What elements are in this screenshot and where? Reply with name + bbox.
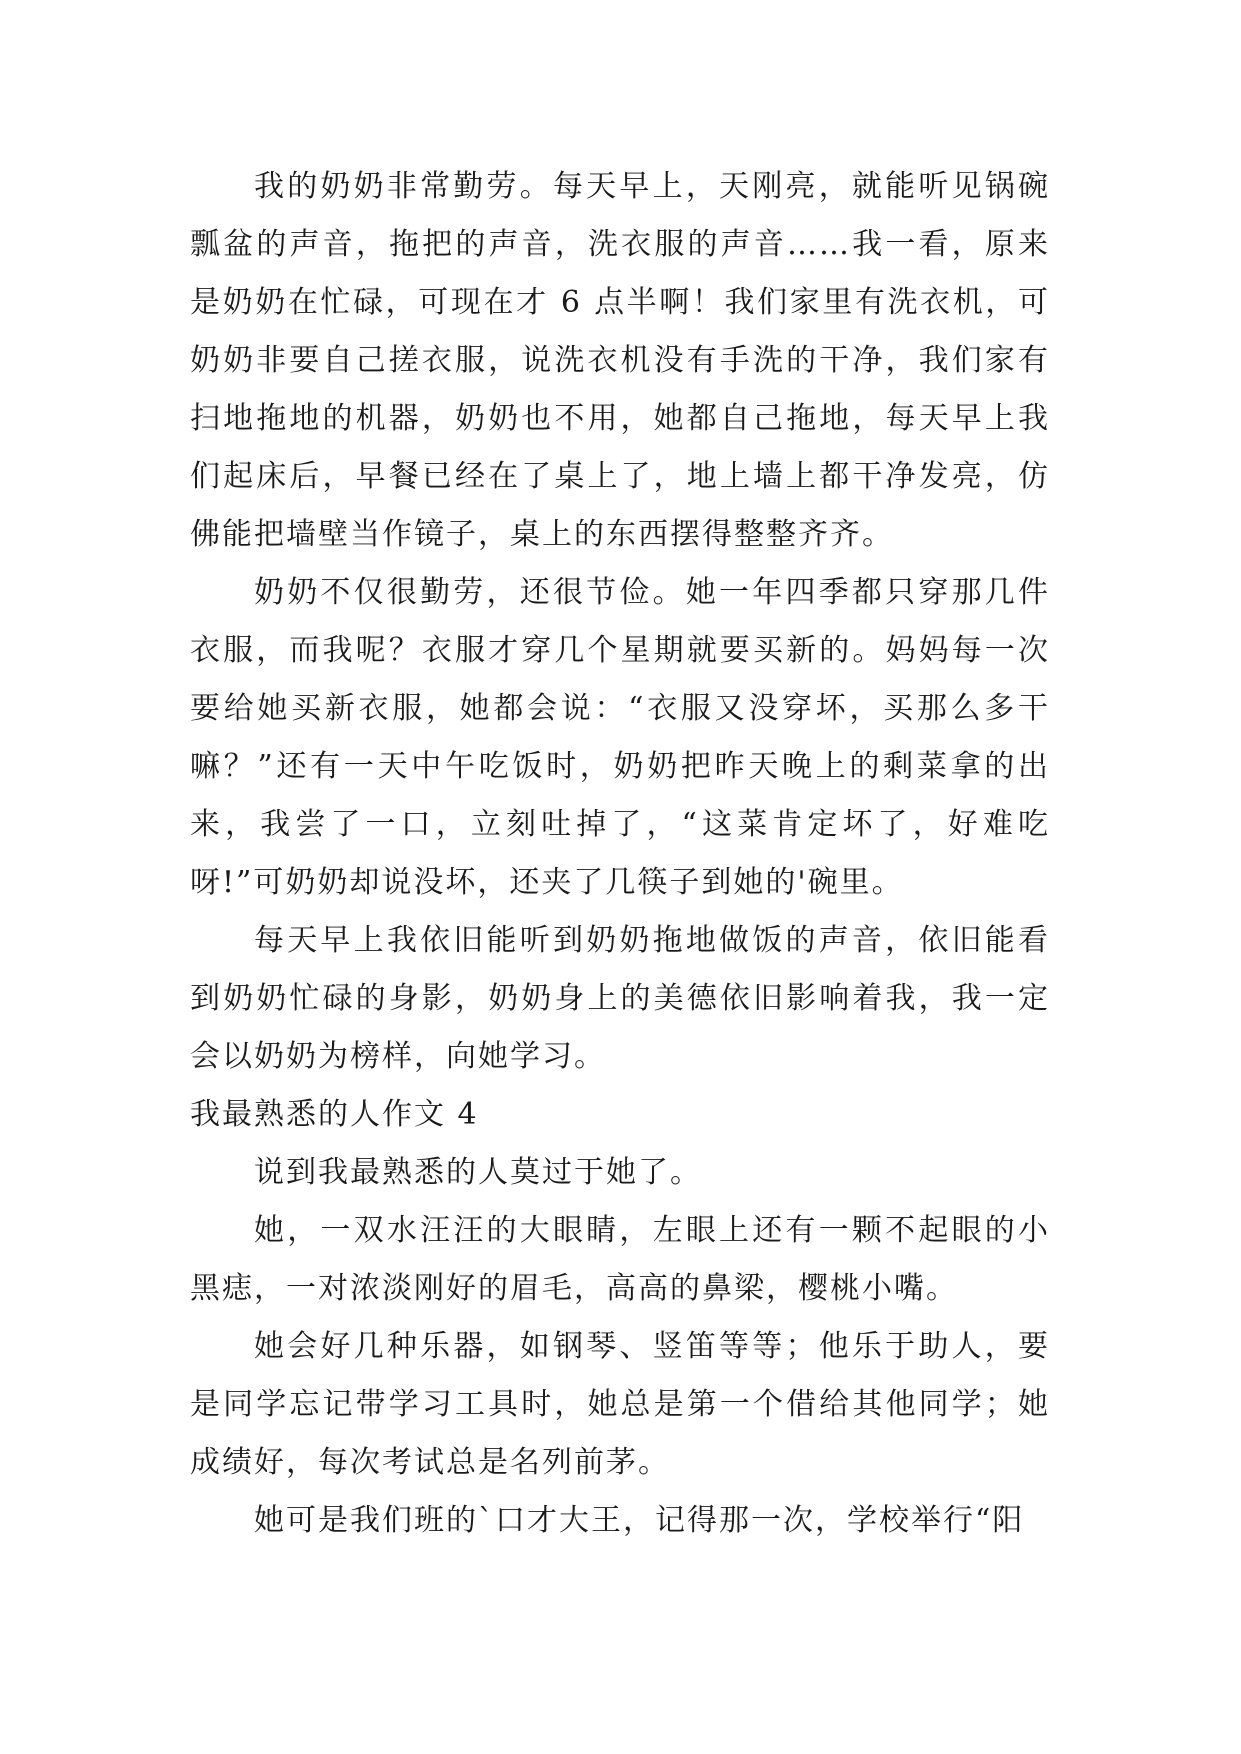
document-body	[190, 158, 1050, 1550]
paragraph-conclusion: 每天早上我依旧能听到奶奶拖地做饭的声音，依旧能看到奶奶忙碌的身影，奶奶身上的美德依旧影响着我，我一定会以奶奶为榜样，向她学习。	[190, 923, 1050, 1074]
paragraph-appearance: 她，一双水汪汪的大眼睛，左眼上还有一颗不起眼的小黑痣，一对浓淡刚好的眉毛，高高的鼻梁，樱桃小嘴。	[190, 1213, 1050, 1306]
paragraph-diligence: 我的奶奶非常勤劳。每天早上，天刚亮，就能听见锅碗瓢盆的声音，拖把的声音，洗衣服的声音……我一看，原来是奶奶在忙碌，可现在才 6 点半啊！我们家里有洗衣机，可奶奶非要自己搓衣服，说洗衣机没有手洗的干净，我们家有扫地拖地的机器，奶奶也不用，她都自己拖地，每天早上我们起床后，早餐已经在了桌上了，地上墙上都干净发亮，仿佛能把墙壁当作镜子，桌上的东西摆得整整齐齐。	[190, 169, 1050, 552]
paragraph-frugality: 奶奶不仅很勤劳，还很节俭。她一年四季都只穿那几件衣服，而我呢？衣服才穿几个星期就要买新的。妈妈每一次要给她买新衣服，她都会说：“衣服又没穿坏，买那么多干嘛？”还有一天中午吃饭时，奶奶把昨天晚上的剩菜拿的出来，我尝了一口，立刻吐掉了，“这菜肯定坏了，好难吃呀!”可奶奶却说没坏，还夹了几筷子到她的'碗里。	[190, 575, 1050, 900]
paragraph-talents: 她会好几种乐器，如钢琴、竖笛等等；他乐于助人，要是同学忘记带学习工具时，她总是第一个借给其他同学；她成绩好，每次考试总是名列前茅。	[190, 1329, 1050, 1480]
paragraph-eloquence: 她可是我们班的`口才大王，记得那一次，学校举行“阳	[254, 1503, 1025, 1538]
paragraph-intro: 说到我最熟悉的人莫过于她了。	[254, 1155, 702, 1190]
section-heading: 我最熟悉的人作文 4	[190, 1097, 479, 1132]
